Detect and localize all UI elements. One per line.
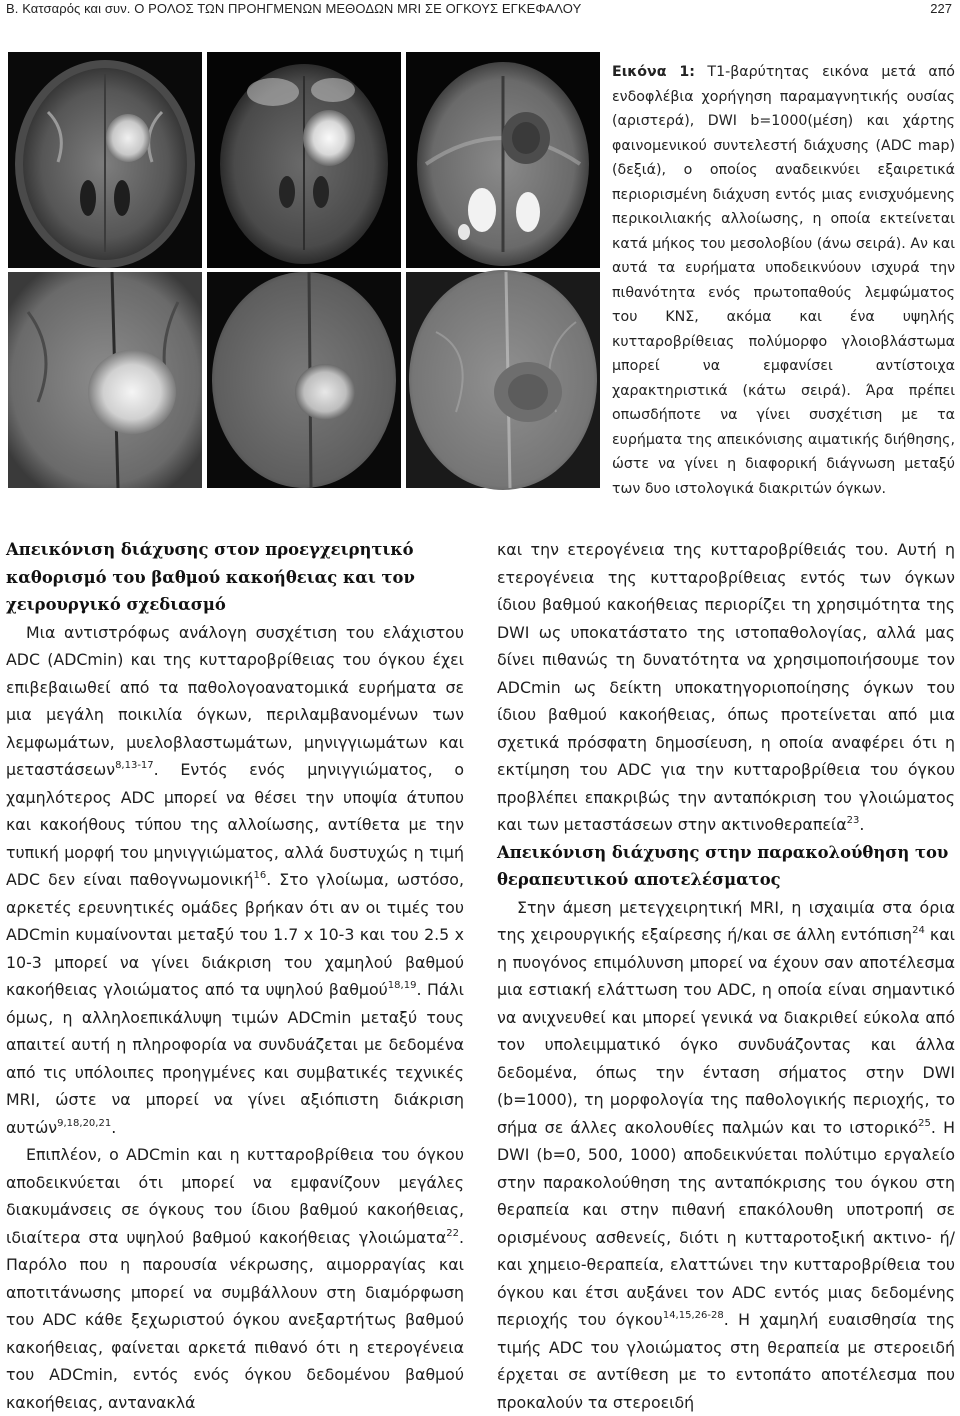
mri-panel-adc-top — [406, 52, 600, 268]
text-run: και η πυογόνος επιμόλυνση μπορεί να έχουν σαν αποτέλεσμα μια εστιακή ελάττωση του ADC, η οποία είναι σημαντικό να ανιχνευθεί και μπορεί γενικά να διακριθεί εύκολα από τον υπολειμματικό όγκο συνδυάζοντας και άλλα δεδομένα, όπως την ένταση σήματος στην DWI (b=1000), τη μορφολογία της παθολογικής περιοχής, το σήμα σε άλλες ακολουθίες παλμών και το ιστορικό — [497, 925, 955, 1137]
paragraph-adcmin-heterogeneity — [6, 1141, 464, 1416]
figure-caption-label: Εικόνα 1: — [612, 64, 695, 80]
citation: 9,18,20,21 — [57, 1118, 111, 1129]
running-head: Β. Κατσαρός και συν. Ο ΡΟΛΟΣ ΤΩΝ ΠΡΟΗΓΜΕΝΩΝ ΜΕΘΟΔΩΝ MRI ΣΕ ΟΓΚΟΥΣ ΕΓΚΕΦΑΛΟΥ — [6, 1, 581, 16]
figure-caption — [612, 60, 955, 501]
text-run: . Παρόλο που η παρουσία νέκρωσης, αιμορραγίας και αποτιτάνωσης μπορεί να συμβάλλουν στη διαμόρφωση του ADC κάθε ξεχωριστού όγκου ανεξαρτήτως βαθμού κακοήθειας, φαίνεται αρκετά πιθανό ότι η ετερογένεια του ADCmin, εντός ενός όγκου δεδομένου βαθμού κακοήθειας, αντανακλά — [6, 1228, 464, 1412]
citation: 22 — [446, 1228, 459, 1239]
section-heading-treatment-monitoring: Απεικόνιση διάχυσης στην παρακολούθηση του θεραπευτικού αποτελέσματος — [497, 839, 955, 894]
text-run: . Εντός ενός μηνιγγιώματος, ο χαμηλότερος ADC μπορεί να θέσει την υποψία άτυπου και κακοήθους τύπου της αλλοίωσης, αντίθετα με την τυπική μορφή του μηνιγγιώματος, αλλά δυστυχώς η τιμή ADC δεν είναι παθογνωμονική — [6, 760, 464, 889]
citation: 14,15,26-28 — [663, 1310, 724, 1321]
text-run: . Η χαμηλή ευαισθησία της τιμής ADC του γλοιώματος στη θεραπεία με στεροειδή έρχεται σε αντίθεση με το εντοπάτο αποτέλεσμα που προκαλούν τα στεροειδή — [497, 1310, 955, 1412]
text-run: . — [111, 1118, 116, 1137]
citation: 18,19 — [388, 980, 417, 991]
citation: 16 — [253, 870, 266, 881]
left-column — [6, 536, 464, 1376]
citation: 23 — [847, 815, 860, 826]
mri-figure — [8, 52, 600, 488]
text-run: Στην άμεση μετεγχειρητική MRI, η ισχαιμία στα όρια της χειρουργικής εξαίρεσης ή/και σε άλλη εντόπιση — [497, 898, 955, 945]
text-run: . Στο γλοίωμα, ωστόσο, αρκετές ερευνητικές ομάδες βρήκαν ότι αν οι τιμές του ADCmin κυμαίνονται μεταξύ του 1.7 x 10-3 και του 2.5 x 10-3 μπορεί να γίνει διάκριση του χαμηλού βαθμού κακοήθειας γλοιώματος από τα υψηλού βαθμού — [6, 870, 464, 999]
paragraph-postoperative-mri — [497, 894, 955, 1416]
text-run: . Πάλι όμως, η αλληλοεπικάλυψη τιμών ADCmin μεταξύ τους απαιτεί αυτή η πληροφορία να συνδυάζεται με δεδομένα από τις υπόλοιπες προηγμένες και συμβατικές τεχνικές MRI, ώστε να μπορεί να γίνει αξιόπιστη διάκριση αυτών — [6, 980, 464, 1137]
section-heading-preoperative-grading: Απεικόνιση διάχυσης στον προεγχειρητικό καθορισμό του βαθμού κακοήθειας και τον χειρουργικό σχεδιασμό — [6, 536, 464, 619]
text-run: . — [859, 815, 864, 834]
citation: 24 — [912, 925, 925, 936]
text-run: και την ετερογένεια της κυτταροβρίθειάς του. Αυτή η ετερογένεια της κυτταροβρίθειας εντός των όγκων ίδιου βαθμού κακοήθειας περιορίζει τη χρησιμότητα της DWI ως υποκατάστατο της ιστοπαθολογίας, αλλά μας δίνει πιθανώς τη δυνατότητα να χρησιμοποιήσουμε τον ADCmin ως δείκτη υποκατηγοριοποίησης όγκων του ίδιου βαθμού κακοήθειας, όπως προτείνεται από μια σχετικά πρόσφατη δημοσίευση, η οποία αναφέρει ότι η εκτίμηση του ADC για την κυτταροβρίθεια του όγκου προβλέπει επακριβώς την ανταπόκριση του γλοιώματος και των μεταστάσεων στην ακτινοθεραπεία — [497, 540, 955, 834]
mri-panel-dwi-top — [207, 52, 401, 268]
page-number: 227 — [930, 1, 952, 16]
mri-panel-dwi-bottom — [207, 272, 401, 488]
citation: 8,13-17 — [115, 760, 154, 771]
mri-panel-t1-bottom — [8, 272, 202, 488]
text-run: Μια αντιστρόφως ανάλογη συσχέτιση του ελάχιστου ADC (ADCmin) και της κυτταροβρίθειας του όγκου έχει επιβεβαιωθεί από τα παθολογοανατομικά ευρήματα σε μια μεγάλη ποικιλία όγκων, περιλαμβανομένων των λεμφωμάτων, μυελοβλαστωμάτων, μηνιγγιωμάτων και μεταστάσεων — [6, 623, 464, 780]
citation: 25 — [918, 1118, 931, 1129]
paragraph-adcmin-cellularity — [6, 619, 464, 1142]
mri-panel-adc-bottom — [406, 272, 600, 488]
right-column — [497, 536, 955, 1376]
figure-caption-text: Τ1-βαρύτητας εικόνα μετά από ενδοφλέβια χορήγηση παραμαγνητικής ουσίας (αριστερά), DWI b=1000(μέση) και χάρτης φαινομενικού συντελεστή διάχυσης (ADC map) (δεξιά), ο οποίος αναδεικνύει εξαιρετικά περιορισμένη διάχυση εντός μιας ενισχυόμενης περικοιλιακής αλλοίωσης, η οποία εκτείνεται κατά μήκος του μεσολοβίου (άνω σειρά). Αν και αυτά τα ευρήματα υποδεικνύουν ισχυρά την πιθανότητα ενός πρωτοπαθούς λεμφώματος του ΚΝΣ, ακόμα και ένα υψηλής κυτταροβρίθειας πολύμορφο γλοιοβλάστωμα μπορεί να εμφανίσει αντίστοιχα χαρακτηριστικά (κάτω σειρά). Άρα πρέπει οπωσδήποτε να γίνει συσχέτιση με τα ευρήματα της απεικόνισης αιματικής διήθησης, ώστε να γίνει η διαφορική διάγνωση μεταξύ των δυο ιστολογικά διακριτών όγκων. — [612, 64, 955, 497]
text-run: . Η DWI (b=0, 500, 1000) αποδεικνύεται πολύτιμο εργαλείο στην παρακολούθηση της ανταπόκρισης του όγκου στη θεραπεία και στην πιθανή επακόλουθη υποτροπή σε ορισμένους ασθενείς, διότι η κυτταροτοξική ακτινο- ή/και χημειο-θεραπεία, ελαττώνει την κυτταροβρίθεια του όγκου και έτσι αυξάνει τον ADC εντός μιας δεδομένης περιοχής του όγκου — [497, 1118, 955, 1330]
paragraph-heterogeneity-continued — [497, 536, 955, 839]
mri-panel-t1-top — [8, 52, 202, 268]
text-run: Επιπλέον, ο ADCmin και η κυτταροβρίθεια του όγκου αποδεικνύεται ότι μπορεί να εμφανίζουν μεγάλες διακυμάνσεις σε όγκους του ίδιου βαθμού κακοήθειας, ιδιαίτερα στα υψηλού βαθμού κακοήθειας γλοιώματα — [6, 1145, 464, 1247]
